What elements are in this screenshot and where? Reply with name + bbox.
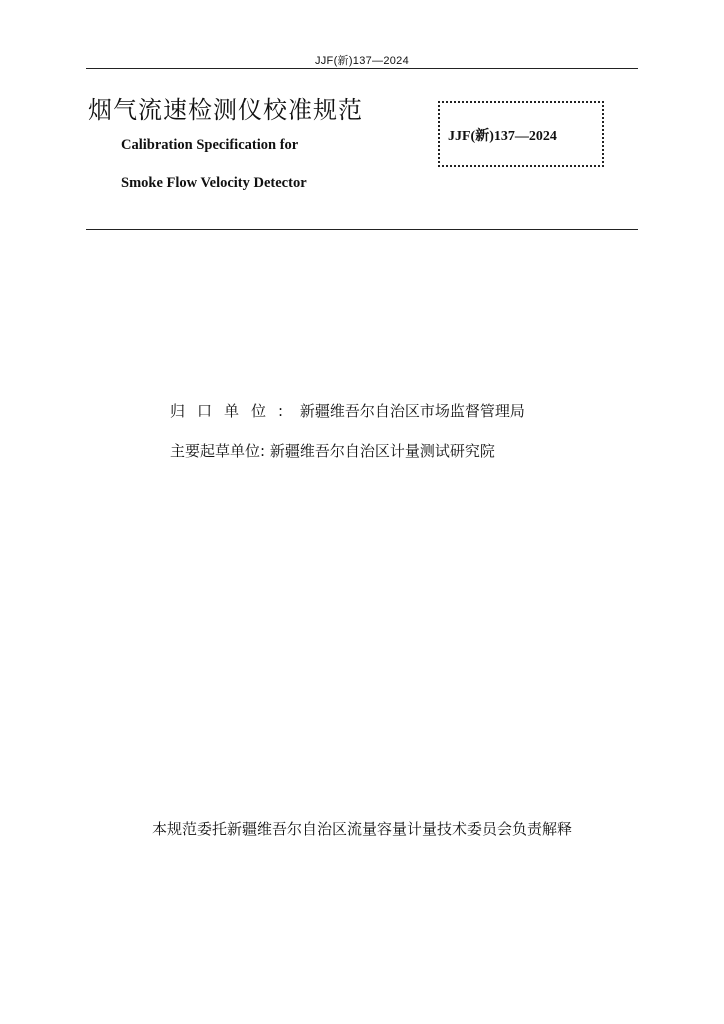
title-rule [86, 229, 638, 230]
drafting-unit-label: 主要起草单位: [170, 442, 266, 460]
running-header-code: JJF(新)137—2024 [314, 55, 410, 67]
centralized-unit-label: 归口单位: [170, 402, 296, 420]
drafting-unit-value: 新疆维吾尔自治区计量测试研究院 [269, 442, 495, 460]
header-rule [86, 68, 638, 69]
drafting-unit-line [170, 440, 495, 461]
page-title: 烟气流速检测仪校准规范 [88, 96, 363, 124]
centralized-unit-value: 新疆维吾尔自治区市场监督管理局 [299, 402, 525, 420]
english-title-line-1: Calibration Specification for [121, 137, 299, 153]
english-title-line-2: Smoke Flow Velocity Detector [121, 175, 307, 191]
interpretation-note: 本规范委托新疆维吾尔自治区流量容量计量技术委员会负责解释 [151, 820, 572, 838]
specification-code: JJF(新)137—2024 [448, 129, 557, 144]
centralized-unit-line [170, 400, 525, 421]
